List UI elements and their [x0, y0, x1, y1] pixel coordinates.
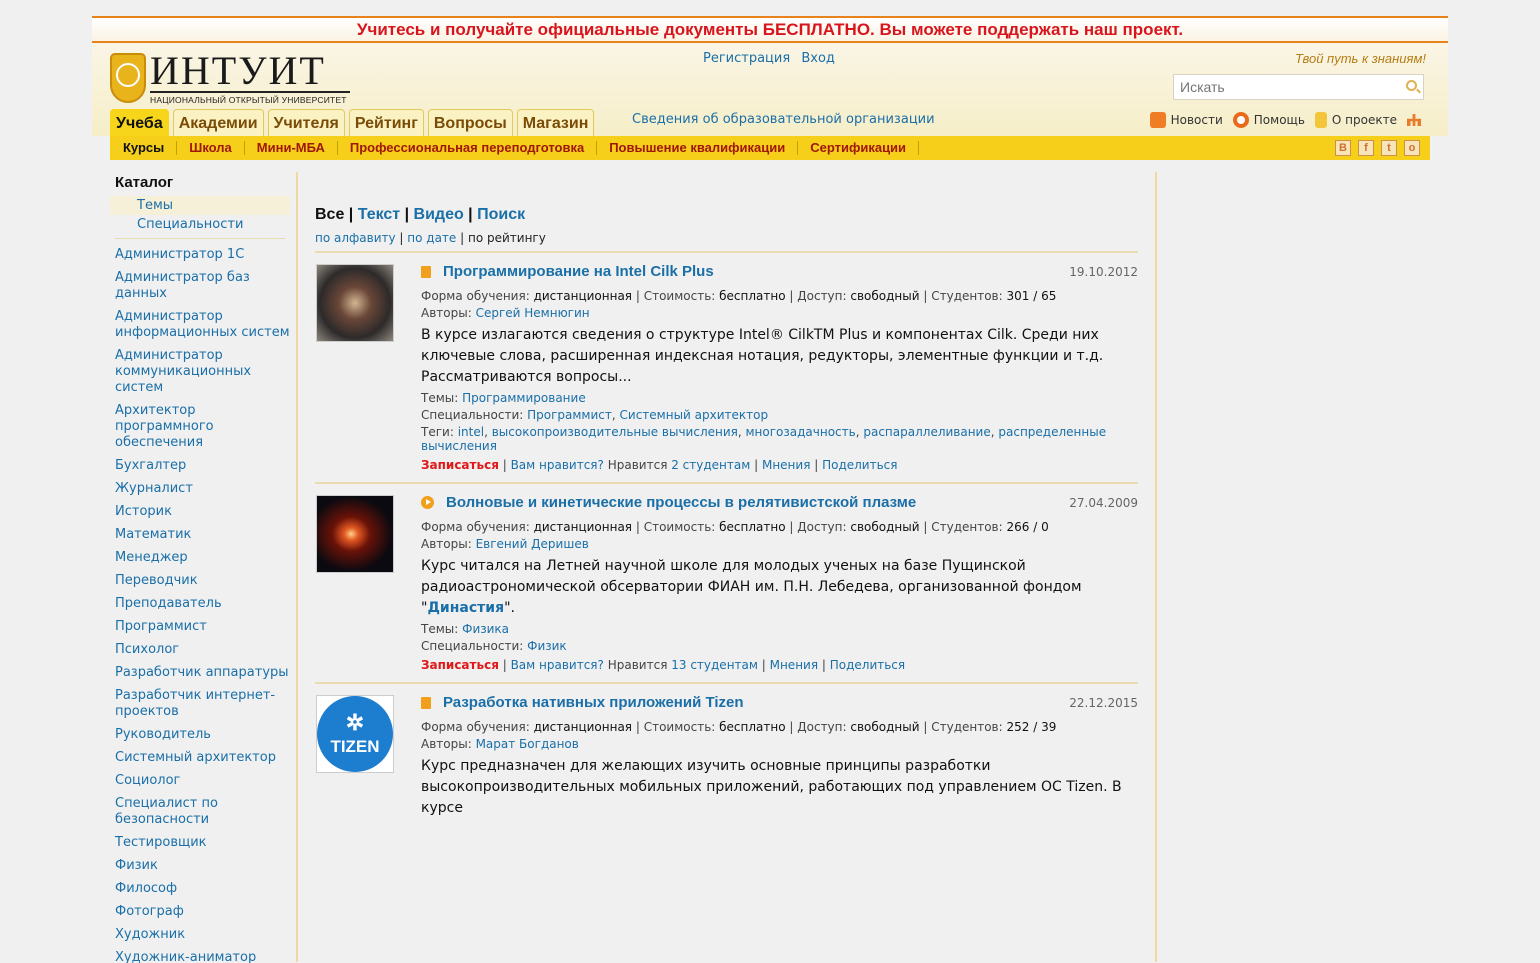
tab-rating[interactable]: Рейтинг: [349, 109, 424, 136]
enroll-link[interactable]: Записаться: [421, 658, 499, 672]
text-course-icon: [421, 266, 431, 278]
specialty-link[interactable]: Разработчик интернет-проектов: [115, 688, 276, 719]
specialty-link[interactable]: Психолог: [115, 642, 180, 657]
sidebar-item-specialty[interactable]: [110, 688, 290, 720]
course-meta: Форма обучения: дистанционная | Стоимость: бесплатно | Доступ: свободный | Студентов: 252 / 39: [421, 720, 1057, 734]
opinions-link[interactable]: Мнения: [769, 658, 819, 672]
org-info-link[interactable]: Сведения об образовательной организации: [632, 112, 935, 127]
twitter-icon[interactable]: t: [1381, 140, 1397, 156]
sidebar-item-specialty[interactable]: [110, 247, 290, 263]
news-link[interactable]: Новости: [1150, 112, 1223, 128]
course-thumbnail[interactable]: [316, 695, 394, 773]
specialty-link[interactable]: Физик: [527, 639, 567, 653]
specialty-link[interactable]: Программист: [115, 619, 207, 634]
tag-link[interactable]: высокопроизводительные вычисления: [491, 425, 738, 439]
sidebar-item-specialty[interactable]: [110, 504, 290, 520]
course-specialties: Специальности: Физик: [421, 639, 567, 653]
tag-link[interactable]: intel: [457, 425, 485, 439]
subnav-mini-mba[interactable]: Мини-МБА: [245, 141, 338, 155]
sidebar-item-specialty[interactable]: [110, 881, 290, 897]
course-title[interactable]: Волновые и кинетические процессы в релятивистской плазме: [446, 494, 917, 511]
opinions-link[interactable]: Мнения: [761, 458, 811, 472]
course-actions: Записаться | Вам нравится? Нравится 13 студентам | Мнения | Поделиться: [421, 658, 906, 672]
share-link[interactable]: Поделиться: [829, 658, 906, 672]
sidebar-item-specialty[interactable]: [110, 596, 290, 612]
facebook-icon[interactable]: f: [1358, 140, 1374, 156]
divider: [115, 238, 285, 239]
sidebar-item-specialty[interactable]: [110, 403, 290, 451]
search-icon[interactable]: [1406, 80, 1417, 91]
sidebar-item-specialty[interactable]: [110, 458, 290, 474]
specialty-link[interactable]: Фотограф: [115, 904, 184, 919]
liked-count-link[interactable]: 13 студентам: [671, 658, 758, 672]
tab-questions[interactable]: Вопросы: [428, 109, 513, 136]
course-date: 22.12.2015: [1069, 696, 1138, 710]
subnav-courses[interactable]: Курсы: [123, 141, 177, 155]
sidebar-item-specialty[interactable]: [110, 835, 290, 851]
filter-text[interactable]: Текст: [357, 206, 401, 223]
course-item: [315, 684, 1138, 894]
course-authors: Авторы: Евгений Деришев: [421, 537, 589, 551]
author-link[interactable]: Евгений Деришев: [475, 537, 589, 551]
sidebar-item-specialty[interactable]: [110, 642, 290, 658]
logo-name: ИНТУИТ: [150, 48, 326, 93]
specialty-link[interactable]: Программист: [527, 408, 612, 422]
sort-rating: по рейтингу: [467, 231, 546, 245]
social-links: [1328, 140, 1420, 156]
like-link[interactable]: Вам нравится?: [510, 458, 604, 472]
course-topics: Темы: Физика: [421, 622, 510, 636]
sidebar-tab-topics[interactable]: Темы: [110, 196, 290, 215]
share-link[interactable]: Поделиться: [822, 458, 898, 472]
auth-links: [703, 51, 842, 66]
tizen-star-icon: ✲: [345, 709, 365, 735]
text-course-icon: [421, 697, 431, 709]
sidebar-item-specialty[interactable]: [110, 309, 290, 341]
course-actions: Записаться | Вам нравится? Нравится 2 студентам | Мнения | Поделиться: [421, 458, 898, 472]
sort-date[interactable]: по дате: [407, 231, 457, 245]
sidebar-item-specialty[interactable]: [110, 348, 290, 396]
main-tabs: [110, 109, 598, 136]
course-tags: Теги: intel, высокопроизводительные вычисления, многозадачность, распараллеливание, распределенные вычисления: [421, 425, 1107, 453]
course-date: 27.04.2009: [1069, 496, 1138, 510]
specialty-link[interactable]: Тестировщик: [115, 835, 207, 850]
specialty-link[interactable]: Администратор коммуникационных систем: [115, 348, 252, 395]
sidebar-item-specialty[interactable]: [110, 773, 290, 789]
search-input[interactable]: [1174, 75, 1394, 99]
course-description: В курсе излагаются сведения о структуре Intel® CilkTM Plus и компонентах Cilk. Среди них ключевые слова, расширенная индексная нотация, редукторы, элементные функции и т.д. Рассматриваются вопросы...: [421, 327, 1104, 385]
tab-academies[interactable]: Академии: [173, 109, 264, 136]
specialty-link[interactable]: Руководитель: [115, 727, 211, 742]
specialty-link[interactable]: Системный архитектор: [619, 408, 769, 422]
lifebuoy-icon: [1233, 112, 1249, 128]
course-authors: Авторы: Сергей Немнюгин: [421, 306, 590, 320]
register-link[interactable]: Регистрация: [703, 51, 791, 66]
type-filter: Все | Текст | Видео | Поиск: [315, 206, 526, 223]
logo[interactable]: [110, 48, 350, 105]
sub-nav: [110, 136, 1430, 160]
sidebar-tab-specialties[interactable]: Специальности: [137, 217, 244, 232]
top-nav: [1140, 112, 1426, 128]
specialty-link[interactable]: Администратор баз данных: [115, 270, 250, 301]
specialty-link[interactable]: Преподаватель: [115, 596, 222, 611]
help-link[interactable]: Помощь: [1233, 112, 1305, 128]
specialty-link[interactable]: Системный архитектор: [115, 750, 276, 765]
logo-subtitle: НАЦИОНАЛЬНЫЙ ОТКРЫТЫЙ УНИВЕРСИТЕТ: [150, 91, 350, 105]
tag-link[interactable]: многозадачность: [745, 425, 856, 439]
sidebar-item-specialty[interactable]: [110, 527, 290, 543]
author-link[interactable]: Марат Богданов: [475, 737, 579, 751]
course-description: Курс читался на Летней научной школе для молодых ученых на базе Пущинской радиоастрономической обсерватории ФИАН им. П.Н. Лебедева, организованной фондом "Династия".: [421, 558, 1082, 616]
right-column-divider: [1155, 172, 1157, 962]
sidebar-item-specialty[interactable]: [110, 796, 290, 828]
subnav-school[interactable]: Школа: [177, 141, 245, 155]
specialty-link[interactable]: Художник: [115, 927, 186, 942]
course-topics: Темы: Программирование: [421, 391, 586, 405]
slogan: Твой путь к знаниям!: [1294, 51, 1426, 66]
specialty-link[interactable]: Разработчик аппаратуры: [115, 665, 289, 680]
specialty-link[interactable]: Физик: [115, 858, 158, 873]
course-authors: Авторы: Марат Богданов: [421, 737, 579, 751]
course-title[interactable]: Программирование на Intel Cilk Plus: [443, 263, 714, 280]
sidebar-item-specialty[interactable]: [110, 904, 290, 920]
specialty-link[interactable]: Художник-аниматор: [115, 950, 257, 963]
topic-link[interactable]: Физика: [462, 622, 510, 636]
vk-icon[interactable]: B: [1335, 140, 1351, 156]
tab-shop[interactable]: Магазин: [517, 109, 595, 136]
video-course-icon: [421, 496, 434, 509]
course-title[interactable]: Разработка нативных приложений Tizen: [443, 694, 744, 711]
course-list: [315, 206, 1138, 894]
logo-shield-icon: [110, 53, 146, 103]
sidebar-item-specialty[interactable]: [110, 858, 290, 874]
sidebar-item-specialty[interactable]: [110, 927, 290, 943]
specialty-link[interactable]: Переводчик: [115, 573, 198, 588]
tab-study[interactable]: Учеба: [110, 109, 169, 136]
specialty-link[interactable]: Историк: [115, 504, 172, 519]
sidebar-item-specialty[interactable]: [110, 750, 290, 766]
search-box: [1173, 74, 1424, 100]
sort-options: по алфавиту | по дате | по рейтингу: [315, 231, 1138, 253]
promo-banner[interactable]: Учитесь и получайте официальные документы БЕСПЛАТНО. Вы можете поддержать наш проект.: [92, 16, 1448, 43]
specialty-link[interactable]: Администратор 1С: [115, 247, 245, 262]
sidebar-item-specialty[interactable]: [110, 950, 290, 963]
specialty-link[interactable]: Математик: [115, 527, 192, 542]
course-specialties: Специальности: Программист, Системный архитектор: [421, 408, 769, 422]
tizen-logo: ✲ TIZEN: [317, 696, 393, 772]
specialty-link[interactable]: Специалист по безопасности: [115, 796, 218, 827]
course-item: [315, 253, 1138, 484]
course-meta: Форма обучения: дистанционная | Стоимость: бесплатно | Доступ: свободный | Студентов: 301 / 65: [421, 289, 1057, 303]
course-date: 19.10.2012: [1069, 265, 1138, 279]
course-meta: Форма обучения: дистанционная | Стоимость: бесплатно | Доступ: свободный | Студентов: 266 / 0: [421, 520, 1049, 534]
course-thumbnail[interactable]: [316, 495, 394, 573]
subnav-qualification[interactable]: Повышение квалификации: [597, 141, 798, 155]
sidebar-item-specialty[interactable]: [110, 665, 290, 681]
header: [92, 43, 1448, 136]
tab-teachers[interactable]: Учителя: [268, 109, 345, 136]
login-link[interactable]: Вход: [801, 51, 835, 66]
specialty-list: [110, 247, 290, 963]
sidebar-item-specialty[interactable]: [110, 550, 290, 566]
subnav-certifications[interactable]: Сертификации: [798, 141, 919, 155]
about-link[interactable]: О проекте: [1315, 112, 1397, 128]
enroll-link[interactable]: Записаться: [421, 458, 499, 472]
sidebar-item-specialty[interactable]: [110, 481, 290, 497]
like-link[interactable]: Вам нравится?: [510, 658, 604, 672]
catalog-sidebar: [110, 172, 298, 962]
author-link[interactable]: Сергей Немнюгин: [475, 306, 590, 320]
sidebar-item-specialty[interactable]: [110, 619, 290, 635]
sidebar-item-specialty[interactable]: [110, 573, 290, 589]
specialty-link[interactable]: Архитектор программного обеспечения: [115, 403, 214, 450]
sort-alpha[interactable]: по алфавиту: [315, 231, 396, 245]
specialty-link[interactable]: Менеджер: [115, 550, 188, 565]
tag-link[interactable]: распределенные вычисления: [421, 425, 1107, 453]
topic-link[interactable]: Программирование: [462, 391, 586, 405]
specialty-link[interactable]: Социолог: [115, 773, 181, 788]
rss-icon: [1150, 112, 1166, 128]
odnoklassniki-icon[interactable]: o: [1404, 140, 1420, 156]
subnav-retraining[interactable]: Профессиональная переподготовка: [338, 141, 597, 155]
specialty-link[interactable]: Философ: [115, 881, 178, 896]
course-item: [315, 484, 1138, 684]
dynasty-link[interactable]: Династия: [427, 600, 505, 616]
page: [92, 16, 1448, 963]
sitemap-icon[interactable]: [1407, 114, 1421, 126]
info-badge-icon: [1315, 112, 1327, 128]
sidebar-item-specialty[interactable]: [110, 270, 290, 302]
tag-link[interactable]: распараллеливание: [863, 425, 991, 439]
specialty-link[interactable]: Журналист: [115, 481, 193, 496]
specialty-link[interactable]: Бухгалтер: [115, 458, 187, 473]
catalog-title: Каталог: [115, 174, 174, 191]
sidebar-item-specialty[interactable]: [110, 727, 290, 743]
filter-video[interactable]: Видео: [413, 206, 464, 223]
course-thumbnail[interactable]: [316, 264, 394, 342]
specialty-link[interactable]: Администратор информационных систем: [115, 309, 290, 340]
filter-all[interactable]: Все: [315, 206, 345, 223]
liked-count-link[interactable]: 2 студентам: [671, 458, 751, 472]
course-description: Курс предназначен для желающих изучить основные принципы разработки высокопроизводительных мобильных приложений, работающих под управлением ОС Tizen. В курсе: [421, 758, 1122, 816]
filter-search[interactable]: Поиск: [477, 206, 526, 223]
